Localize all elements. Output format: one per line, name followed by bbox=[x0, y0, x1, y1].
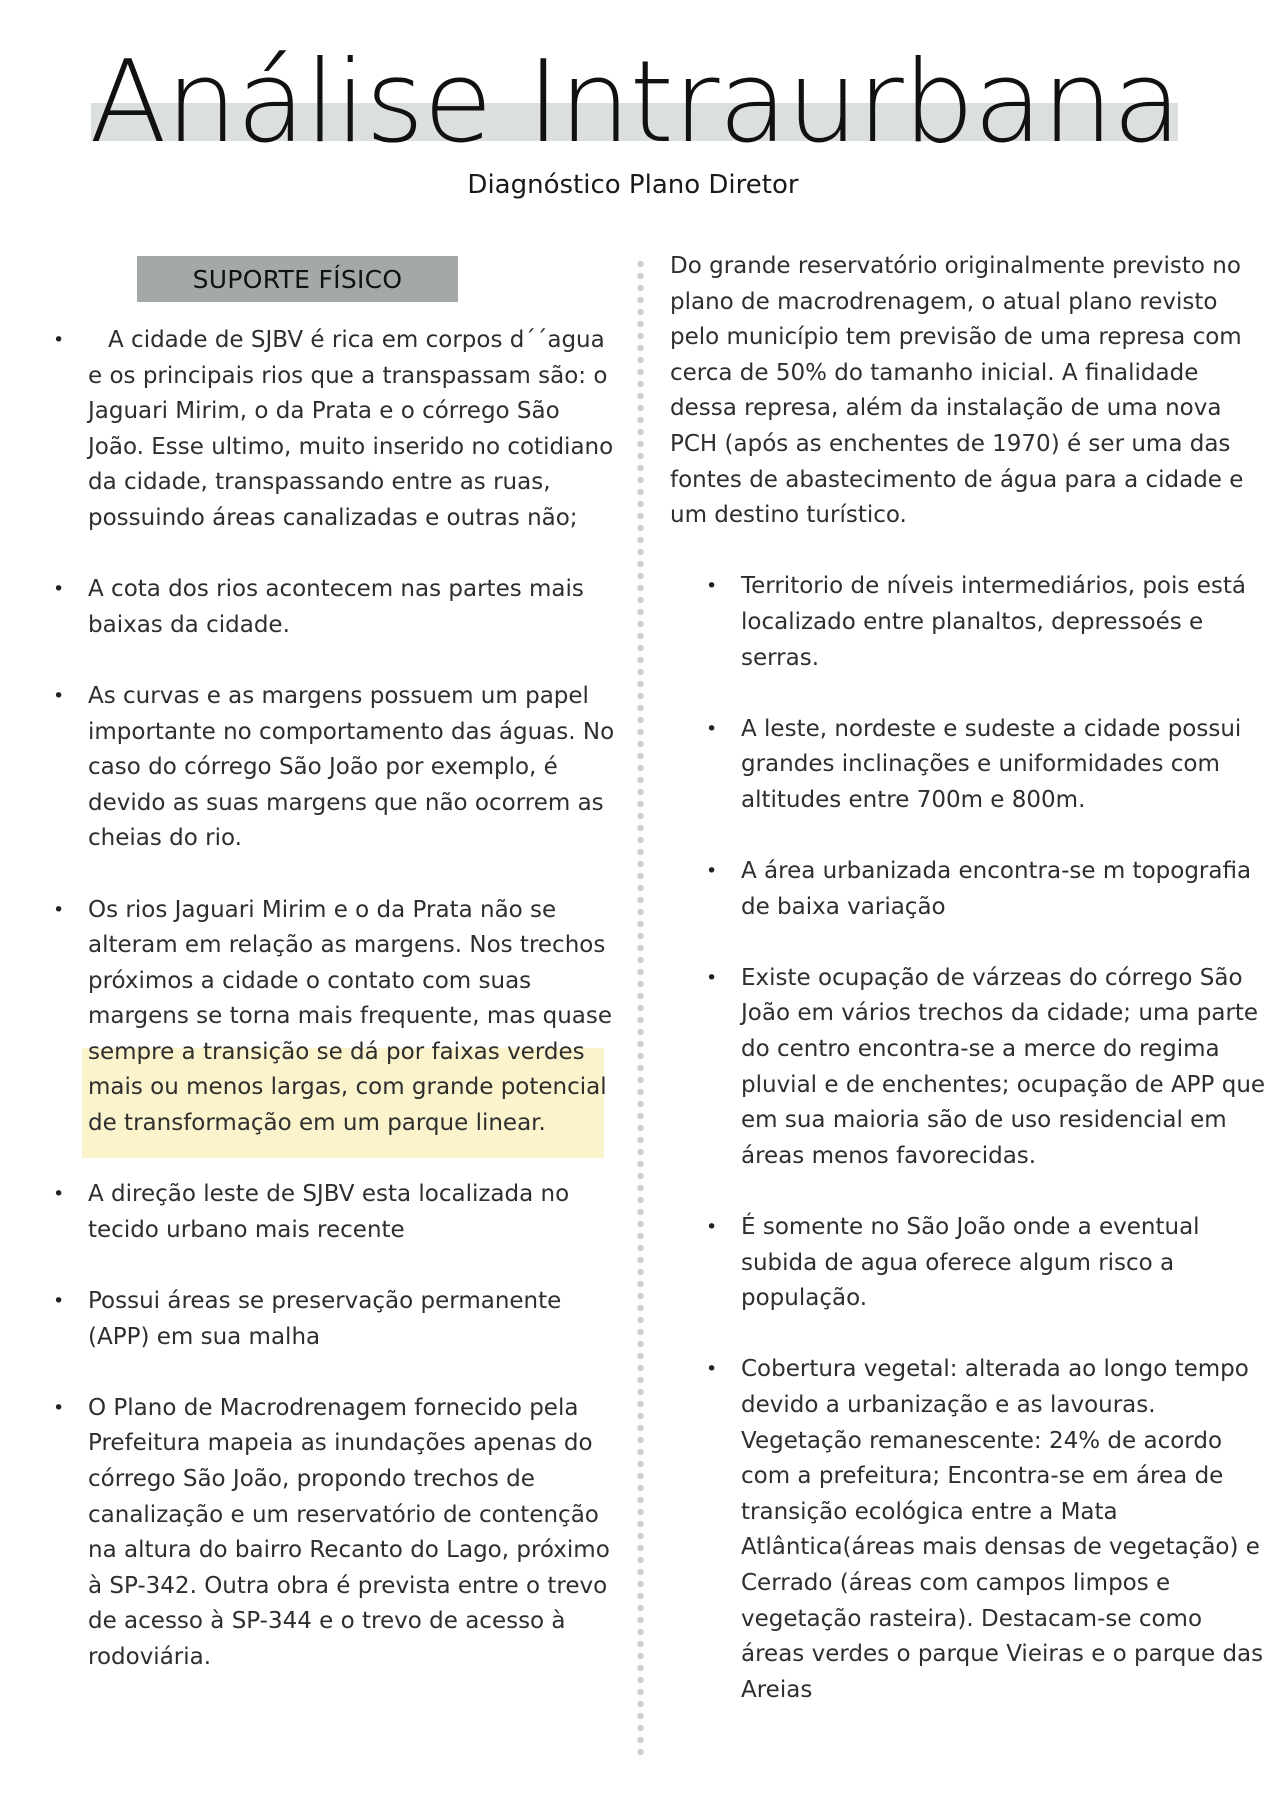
right-bullet-list bbox=[670, 569, 1270, 1708]
page-subtitle: Diagnóstico Plano Diretor bbox=[467, 170, 799, 200]
section-label: SUPORTE FÍSICO bbox=[137, 256, 458, 302]
list-item: • Existe ocupação de várzeas do córrego São João em vários trechos da cidade; uma parte do centro encontra-se a merce do regima pluvial e de enchentes; ocupação de APP que em sua maioria são de uso residencial em áreas menos favorecidas. bbox=[715, 961, 1270, 1175]
list-item: • A leste, nordeste e sudeste a cidade possui grandes inclinações e uniformidades com altitudes entre 700m e 800m. bbox=[715, 712, 1270, 819]
left-column bbox=[62, 323, 622, 1711]
list-item: • A cota dos rios acontecem nas partes mais baixas da cidade. bbox=[62, 572, 622, 643]
right-column bbox=[670, 249, 1270, 1744]
list-item: • O Plano de Macrodrenagem fornecido pela Prefeitura mapeia as inundações apenas do córrego São João, propondo trechos de canalização e um reservatório de contenção na altura do bairro Recanto do Lago, próximo à SP-342. Outra obra é prevista entre o trevo de acesso à SP-344 e o trevo de acesso à rodoviária. bbox=[62, 1391, 622, 1676]
list-item: • Possui áreas se preservação permanente (APP) em sua malha bbox=[62, 1284, 622, 1355]
intro-paragraph: Do grande reservatório originalmente previsto no plano de macrodrenagem, o atual plano revisto pelo município tem previsão de uma represa com cerca de 50% do tamanho inicial. A finalidade dessa represa, além da instalação de uma nova PCH (após as enchentes de 1970) é ser uma das fontes de abastecimento de água para a cidade e um destino turístico. bbox=[670, 253, 1244, 529]
list-item: • A direção leste de SJBV esta localizada no tecido urbano mais recente bbox=[62, 1177, 622, 1248]
list-item: • Territorio de níveis intermediários, pois está localizado entre planaltos, depressoés e serras. bbox=[715, 569, 1270, 676]
list-item: • As curvas e as margens possuem um papel importante no comportamento das águas. No caso do córrego São João por exemplo, é devido as suas margens que não ocorrem as cheias do rio. bbox=[62, 679, 622, 857]
list-item bbox=[62, 323, 622, 537]
list-item: • A área urbanizada encontra-se m topografia de baixa variação bbox=[715, 854, 1270, 925]
list-item: • É somente no São João onde a eventual subida de agua oferece algum risco a população. bbox=[715, 1210, 1270, 1317]
list-item-text: A cidade de SJBV é rica em corpos d´´agua e os principais rios que a transpassam são: o Jaguari Mirim, o da Prata e o córrego São João. Esse ultimo, muito inserido no cotidiano da cidade, transpassando entre as ruas, possuindo áreas canalizadas e outras não; bbox=[88, 327, 614, 531]
list-item: • Cobertura vegetal: alterada ao longo tempo devido a urbanização e as lavouras. Vegetação remanescente: 24% de acordo com a prefeitura; Encontra-se em área de transição ecológica entre a Mata Atlântica(áreas mais densas de vegetação) e Cerrado (áreas com campos limpos e vegetação rasteira). Destacam-se como áreas verdes o parque Vieiras e o parque das Areias bbox=[715, 1352, 1270, 1708]
list-item: • Os rios Jaguari Mirim e o da Prata não se alteram em relação as margens. Nos trechos próximos a cidade o contato com suas margens se torna mais frequente, mas quase sempre a transição se dá por faixas verdes mais ou menos largas, com grande potencial de transformação em um parque linear. bbox=[62, 893, 622, 1142]
left-bullet-list bbox=[62, 323, 622, 1676]
dotted-column-divider bbox=[637, 258, 644, 1758]
page-title: Análise Intraurbana bbox=[89, 36, 1181, 168]
